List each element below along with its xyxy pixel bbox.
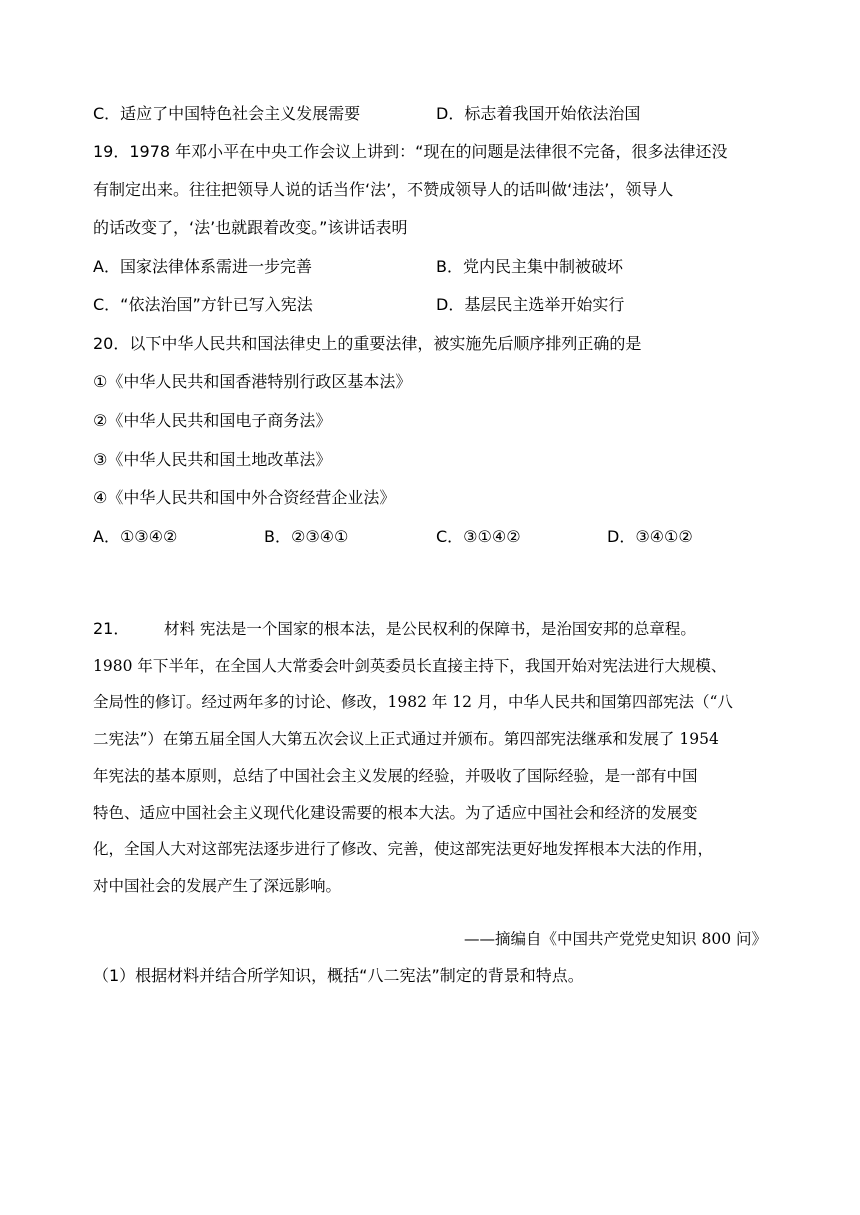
q19-option-d: D．基层民主选举开始实行 [436, 295, 625, 314]
q20-option-d: D．③④①② [607, 527, 693, 546]
q19-stem-line-2: 有制定出来。往往把领导人说的话当作‘法’，不赞成领导人的话叫做‘违法’，领导人 [93, 180, 674, 199]
q20-stem: 20．以下中华人民共和国法律史上的重要法律，被实施先后顺序排列正确的是 [93, 334, 642, 353]
q19-option-a: A．国家法律体系需进一步完善 [93, 257, 312, 276]
q19-stem-line-1: 19．1978 年邓小平在中央工作会议上讲到：“现在的问题是法律很不完备，很多法律还没 [93, 142, 728, 161]
q21-material-line-2: 1980 年下半年，在全国人大常委会叶剑英委员长直接主持下，我国开始对宪法进行大规模、 [93, 657, 727, 675]
q18-option-d: D．标志着我国开始依法治国 [436, 104, 641, 123]
q20-item-4: ④《中华人民共和国中外合资经营企业法》 [93, 488, 396, 507]
q21-material-line-5: 年宪法的基本原则，总结了中国社会主义发展的经验，并吸收了国际经验，是一部有中国 [93, 767, 698, 785]
q19-option-c: C．“依法治国”方针已写入宪法 [93, 295, 313, 314]
q21-material-line-7: 化，全国人大对这部宪法逐步进行了修改、完善，使这部宪法更好地发挥根本大法的作用， [93, 840, 714, 858]
q19-stem-line-3: 的话改变了，‘法’也就跟着改变。”该讲话表明 [93, 218, 408, 237]
q19-option-b: B．党内民主集中制被破坏 [436, 257, 623, 276]
q21-number: 21． [93, 619, 130, 638]
q20-item-1: ①《中华人民共和国香港特别行政区基本法》 [93, 372, 412, 391]
q21-material-line-6: 特色、适应中国社会主义现代化建设需要的根本大法。为了适应中国社会和经济的发展变 [93, 804, 698, 822]
q21-material-line-3: 全局性的修订。经过两年多的讨论、修改，1982 年 12 月，中华人民共和国第四部宪法（“八 [93, 693, 733, 711]
q21-material-line-1: 材料 宪法是一个国家的根本法，是公民权利的保障书，是治国安邦的总章程。 [164, 620, 696, 638]
q21-material-line-4: 二宪法”）在第五届全国人大第五次会议上正式通过并颁布。第四部宪法继承和发展了 1954 [93, 730, 719, 748]
q20-option-a: A．①③④② [93, 527, 178, 546]
q18-option-c: C．适应了中国特色社会主义发展需要 [93, 104, 361, 123]
q21-source: ——摘编自《中国共产党党史知识 800 问》 [464, 930, 767, 948]
q21-material-line-8: 对中国社会的发展产生了深远影响。 [93, 877, 342, 895]
q20-item-3: ③《中华人民共和国土地改革法》 [93, 450, 332, 469]
q21-sub-question-1: （1）根据材料并结合所学知识，概括“八二宪法”制定的背景和特点。 [93, 966, 584, 985]
q20-item-2: ②《中华人民共和国电子商务法》 [93, 411, 332, 430]
q20-option-c: C．③①④② [436, 527, 521, 546]
q20-option-b: B．②③④① [264, 527, 349, 546]
